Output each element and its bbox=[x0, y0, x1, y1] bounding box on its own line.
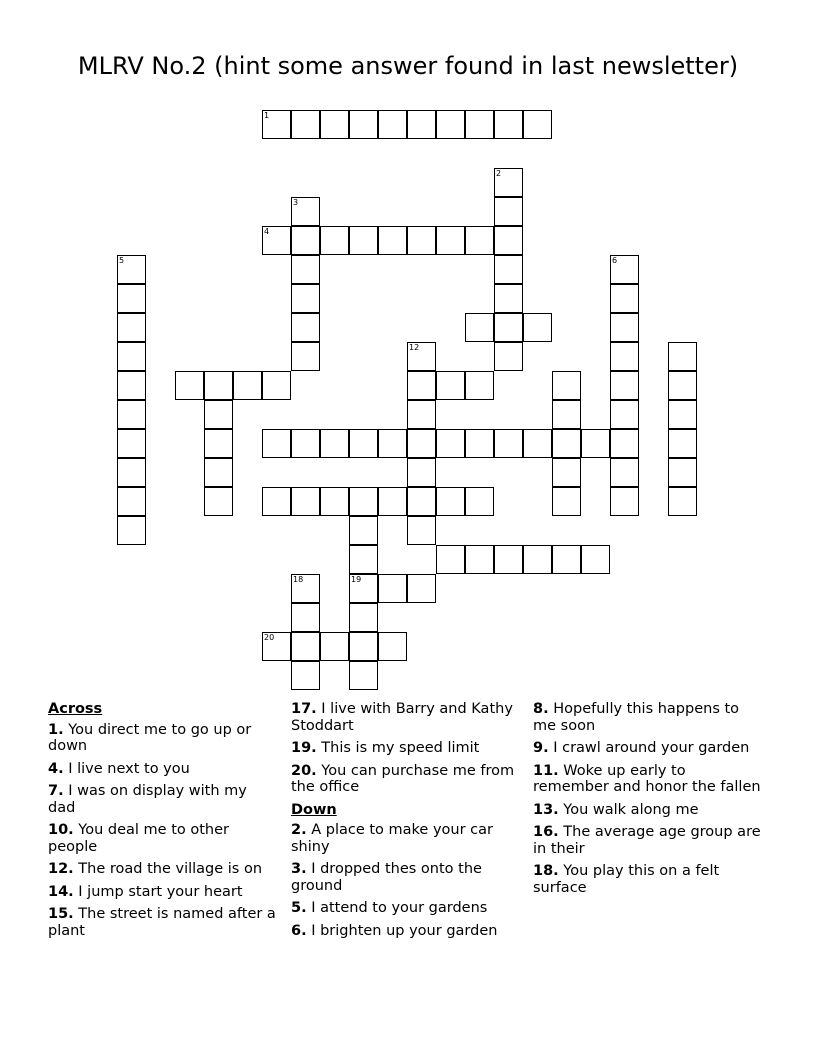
grid-cell[interactable] bbox=[349, 574, 378, 603]
grid-cell[interactable] bbox=[494, 197, 523, 226]
grid-cell[interactable] bbox=[610, 342, 639, 371]
grid-cell[interactable] bbox=[436, 110, 465, 139]
grid-cell[interactable] bbox=[204, 487, 233, 516]
grid-cell[interactable] bbox=[291, 110, 320, 139]
grid-cell[interactable] bbox=[552, 371, 581, 400]
grid-cell[interactable] bbox=[378, 429, 407, 458]
grid-cell[interactable] bbox=[407, 110, 436, 139]
grid-cell[interactable] bbox=[436, 545, 465, 574]
grid-cell[interactable] bbox=[610, 255, 639, 284]
grid-cell[interactable] bbox=[668, 371, 697, 400]
grid-cell[interactable] bbox=[378, 574, 407, 603]
grid-cell[interactable] bbox=[407, 516, 436, 545]
clue-item bbox=[48, 906, 278, 939]
clue-item bbox=[533, 863, 763, 896]
grid-cell[interactable] bbox=[117, 255, 146, 284]
grid-cell[interactable] bbox=[291, 487, 320, 516]
grid-cell[interactable] bbox=[204, 371, 233, 400]
grid-cell[interactable] bbox=[523, 429, 552, 458]
grid-cell[interactable] bbox=[320, 632, 349, 661]
clue-item bbox=[48, 861, 278, 878]
clue-item-text: This is my speed limit bbox=[321, 740, 480, 756]
clue-item-number: 7. bbox=[48, 783, 64, 799]
grid-cell[interactable] bbox=[610, 400, 639, 429]
grid-cell[interactable] bbox=[494, 284, 523, 313]
clue-item-text: You walk along me bbox=[563, 801, 699, 818]
grid-cell[interactable] bbox=[407, 487, 436, 516]
grid-cell[interactable] bbox=[320, 487, 349, 516]
clue-item bbox=[291, 701, 521, 734]
grid-cell[interactable] bbox=[494, 342, 523, 371]
grid-cell[interactable] bbox=[349, 603, 378, 632]
puzzle-title: MLRV No.2 (hint some answer found in last newsletter) bbox=[77, 52, 739, 80]
clue-item-number: 11. bbox=[533, 762, 559, 779]
clue-item bbox=[291, 763, 521, 796]
clue-item-text: The average age group are in their bbox=[533, 824, 761, 857]
clue-item-text: I attend to your gardens bbox=[311, 900, 488, 916]
grid-cell[interactable] bbox=[436, 226, 465, 255]
clue-column-3 bbox=[533, 701, 763, 902]
grid-cell[interactable] bbox=[610, 458, 639, 487]
clue-item bbox=[48, 722, 278, 755]
clue-item-number: 10. bbox=[48, 822, 74, 838]
grid-cell[interactable] bbox=[117, 487, 146, 516]
grid-cell[interactable] bbox=[465, 371, 494, 400]
grid-cell[interactable] bbox=[291, 226, 320, 255]
grid-cell[interactable] bbox=[117, 371, 146, 400]
grid-cell[interactable] bbox=[610, 284, 639, 313]
grid-cell[interactable] bbox=[407, 371, 436, 400]
clue-item-text: Hopefully this happens to me soon bbox=[533, 701, 740, 734]
grid-cell[interactable] bbox=[117, 284, 146, 313]
grid-cell[interactable] bbox=[523, 313, 552, 342]
grid-cell[interactable] bbox=[117, 400, 146, 429]
clue-item-number: 20. bbox=[291, 762, 317, 779]
clue-item-text: I was on display with my dad bbox=[48, 783, 247, 816]
grid-cell[interactable] bbox=[349, 429, 378, 458]
grid-cell[interactable] bbox=[552, 545, 581, 574]
clue-item bbox=[48, 884, 278, 901]
grid-cell[interactable] bbox=[349, 661, 378, 690]
grid-cell[interactable] bbox=[465, 545, 494, 574]
grid-cell[interactable] bbox=[291, 313, 320, 342]
clue-item-text: Woke up early to remember and honor the fallen bbox=[533, 762, 761, 795]
clue-item bbox=[291, 861, 521, 894]
clue-number: 1 bbox=[264, 111, 270, 120]
grid-cell[interactable] bbox=[349, 226, 378, 255]
clue-item-number: 8. bbox=[533, 701, 549, 717]
grid-cell[interactable] bbox=[262, 110, 291, 139]
clue-item-text: You play this on a felt surface bbox=[533, 863, 720, 896]
clue-number: 5 bbox=[119, 256, 125, 265]
grid-cell[interactable] bbox=[494, 313, 523, 342]
grid-cell[interactable] bbox=[291, 603, 320, 632]
clue-item-number: 3. bbox=[291, 861, 307, 877]
grid-cell[interactable] bbox=[378, 632, 407, 661]
clue-item-number: 4. bbox=[48, 760, 64, 777]
clue-item bbox=[291, 900, 521, 917]
grid-cell[interactable] bbox=[407, 226, 436, 255]
grid-cell[interactable] bbox=[668, 400, 697, 429]
clue-item bbox=[533, 802, 763, 819]
clue-item-text: The street is named after a plant bbox=[48, 906, 276, 939]
clue-item-text: You can purchase me from the office bbox=[291, 762, 515, 795]
grid-cell[interactable] bbox=[494, 545, 523, 574]
grid-cell[interactable] bbox=[465, 226, 494, 255]
grid-cell[interactable] bbox=[465, 110, 494, 139]
grid-cell[interactable] bbox=[436, 429, 465, 458]
clue-item-text: I crawl around your garden bbox=[553, 740, 750, 756]
grid-cell[interactable] bbox=[349, 632, 378, 661]
clue-number: 3 bbox=[293, 198, 299, 207]
clue-item-text: I dropped thes onto the ground bbox=[291, 861, 482, 894]
grid-cell[interactable] bbox=[552, 400, 581, 429]
clue-item bbox=[291, 740, 521, 757]
grid-cell[interactable] bbox=[320, 429, 349, 458]
clue-number: 6 bbox=[612, 256, 618, 265]
clue-item bbox=[533, 763, 763, 796]
grid-cell[interactable] bbox=[291, 632, 320, 661]
clue-number: 18 bbox=[293, 575, 304, 584]
clue-item bbox=[291, 822, 521, 855]
clue-item-number: 6. bbox=[291, 922, 307, 939]
clue-item bbox=[48, 761, 278, 778]
grid-cell[interactable] bbox=[465, 429, 494, 458]
grid-cell[interactable] bbox=[552, 458, 581, 487]
clue-item-number: 9. bbox=[533, 740, 549, 756]
clue-item bbox=[48, 822, 278, 855]
grid-cell[interactable] bbox=[610, 487, 639, 516]
grid-cell[interactable] bbox=[291, 284, 320, 313]
clue-item-number: 1. bbox=[48, 721, 64, 738]
clue-column-1 bbox=[48, 701, 278, 945]
clue-section-heading: Across bbox=[48, 701, 103, 717]
grid-cell[interactable] bbox=[262, 487, 291, 516]
grid-cell[interactable] bbox=[378, 110, 407, 139]
grid-cell[interactable] bbox=[349, 110, 378, 139]
clue-item-text: A place to make your car shiny bbox=[291, 822, 493, 855]
clue-item-number: 17. bbox=[291, 701, 317, 717]
clue-item-text: I live with Barry and Kathy Stoddart bbox=[291, 701, 513, 734]
clue-item-number: 13. bbox=[533, 801, 559, 818]
clue-item-text: You direct me to go up or down bbox=[48, 721, 252, 754]
clue-number: 4 bbox=[264, 227, 270, 236]
clue-item-number: 16. bbox=[533, 824, 559, 840]
grid-cell[interactable] bbox=[262, 371, 291, 400]
grid-cell[interactable] bbox=[407, 429, 436, 458]
clue-number: 12 bbox=[409, 343, 420, 352]
grid-cell[interactable] bbox=[668, 487, 697, 516]
grid-cell[interactable] bbox=[349, 487, 378, 516]
grid-cell[interactable] bbox=[291, 429, 320, 458]
grid-cell[interactable] bbox=[494, 110, 523, 139]
grid-cell[interactable] bbox=[407, 458, 436, 487]
clue-item bbox=[533, 824, 763, 857]
clue-number: 2 bbox=[496, 169, 502, 178]
grid-cell[interactable] bbox=[291, 342, 320, 371]
grid-cell[interactable] bbox=[610, 429, 639, 458]
clue-item-number: 18. bbox=[533, 863, 559, 879]
grid-cell[interactable] bbox=[523, 545, 552, 574]
grid-cell[interactable] bbox=[494, 255, 523, 284]
clue-item-text: I jump start your heart bbox=[78, 883, 243, 900]
grid-cell[interactable] bbox=[581, 429, 610, 458]
grid-cell[interactable] bbox=[523, 110, 552, 139]
grid-cell[interactable] bbox=[465, 487, 494, 516]
grid-cell[interactable] bbox=[291, 197, 320, 226]
grid-cell[interactable] bbox=[465, 313, 494, 342]
grid-cell[interactable] bbox=[610, 313, 639, 342]
clue-item-number: 5. bbox=[291, 900, 307, 916]
grid-cell[interactable] bbox=[320, 226, 349, 255]
grid-cell[interactable] bbox=[668, 458, 697, 487]
clue-item-number: 12. bbox=[48, 861, 74, 877]
clue-number: 20 bbox=[264, 633, 275, 642]
grid-cell[interactable] bbox=[349, 516, 378, 545]
grid-cell[interactable] bbox=[581, 545, 610, 574]
grid-cell[interactable] bbox=[117, 342, 146, 371]
clue-item-text: I live next to you bbox=[68, 760, 190, 777]
grid-cell[interactable] bbox=[233, 371, 262, 400]
grid-cell[interactable] bbox=[291, 661, 320, 690]
clue-number: 19 bbox=[351, 575, 362, 584]
clue-item bbox=[533, 701, 763, 734]
grid-cell[interactable] bbox=[494, 168, 523, 197]
clue-item-text: The road the village is on bbox=[78, 861, 263, 877]
grid-cell[interactable] bbox=[204, 400, 233, 429]
grid-cell[interactable] bbox=[668, 342, 697, 371]
clue-item-number: 19. bbox=[291, 740, 317, 756]
grid-cell[interactable] bbox=[494, 429, 523, 458]
grid-cell[interactable] bbox=[349, 545, 378, 574]
grid-cell[interactable] bbox=[436, 487, 465, 516]
clue-item-number: 15. bbox=[48, 906, 74, 922]
grid-cell[interactable] bbox=[262, 429, 291, 458]
grid-cell[interactable] bbox=[117, 458, 146, 487]
grid-cell[interactable] bbox=[204, 458, 233, 487]
grid-cell[interactable] bbox=[668, 429, 697, 458]
grid-cell[interactable] bbox=[117, 429, 146, 458]
clue-item bbox=[291, 923, 521, 940]
grid-cell[interactable] bbox=[552, 487, 581, 516]
clue-item-text: I brighten up your garden bbox=[311, 922, 498, 939]
grid-cell[interactable] bbox=[262, 226, 291, 255]
grid-cell[interactable] bbox=[175, 371, 204, 400]
grid-cell[interactable] bbox=[407, 574, 436, 603]
grid-cell[interactable] bbox=[204, 429, 233, 458]
clue-column-2 bbox=[291, 701, 521, 945]
grid-cell[interactable] bbox=[610, 371, 639, 400]
grid-cell[interactable] bbox=[436, 371, 465, 400]
clue-item-text: You deal me to other people bbox=[48, 822, 229, 855]
clue-section-heading: Down bbox=[291, 801, 337, 818]
clue-item-number: 14. bbox=[48, 883, 74, 900]
grid-cell[interactable] bbox=[291, 574, 320, 603]
grid-cell[interactable] bbox=[291, 255, 320, 284]
grid-cell[interactable] bbox=[552, 429, 581, 458]
grid-cell[interactable] bbox=[407, 400, 436, 429]
grid-cell[interactable] bbox=[378, 226, 407, 255]
grid-cell[interactable] bbox=[320, 110, 349, 139]
grid-cell[interactable] bbox=[494, 226, 523, 255]
grid-cell[interactable] bbox=[378, 487, 407, 516]
clue-item bbox=[533, 740, 763, 757]
grid-cell[interactable] bbox=[117, 313, 146, 342]
clue-item-number: 2. bbox=[291, 822, 307, 838]
clue-item bbox=[48, 783, 278, 816]
grid-cell[interactable] bbox=[407, 342, 436, 371]
grid-cell[interactable] bbox=[262, 632, 291, 661]
grid-cell[interactable] bbox=[117, 516, 146, 545]
